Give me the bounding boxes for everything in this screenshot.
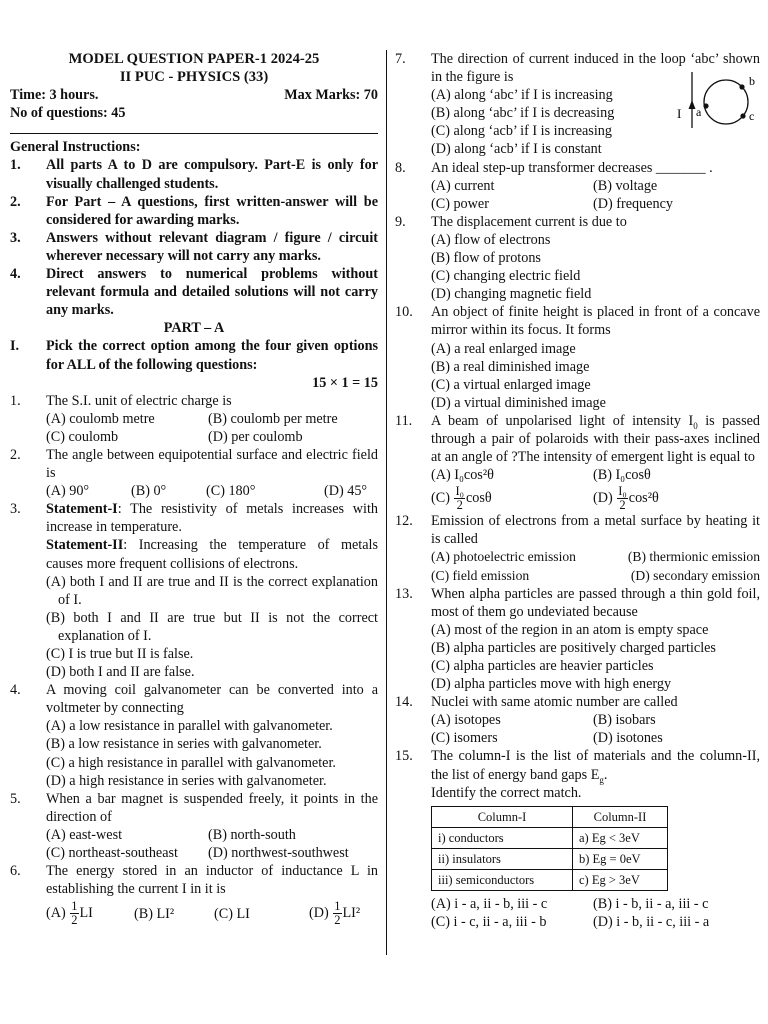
option-a (46, 900, 134, 927)
label-a: a (696, 105, 702, 119)
time-marks-row (10, 86, 378, 104)
question-5 (10, 790, 378, 862)
option-a: (A) photoelectric emission (431, 549, 576, 565)
option-d: (D) both I and II are false. (46, 664, 195, 681)
identify-text: Identify the correct match. (431, 784, 582, 801)
option-b: (B) alpha particles are positively charged particles (431, 639, 716, 656)
table-header-row (432, 806, 668, 827)
subscript: 0 (693, 420, 698, 431)
option-label: (D) (309, 905, 329, 922)
statement-1-label: Statement-I (46, 501, 118, 518)
option-a: (A) flow of electrons (431, 231, 551, 248)
table-row (432, 827, 668, 848)
question-8 (395, 159, 760, 213)
option-c: (C) changing electric field (431, 268, 581, 285)
question-num: 13. (395, 585, 413, 602)
subscript: g (599, 774, 604, 785)
option-c: (C) alpha particles are heavier particles (431, 658, 654, 674)
option-label: (D) (593, 490, 613, 507)
question-15 (395, 747, 760, 931)
statement-1-text: : The resistivity of metals increases with increase in temperature. (46, 501, 378, 536)
option-b: (B) thermionic emission (627, 549, 760, 565)
option-label: (C) (431, 490, 450, 507)
question-num: 5. (10, 790, 21, 807)
instruction-num: 1. (10, 157, 21, 174)
option-c: (C) I is true but II is false. (46, 646, 194, 662)
paper-subject: II PUC - PHYSICS (33) (119, 69, 269, 86)
question-text: The energy stored in an inductor of inductance L in establishing the current I in it is (46, 863, 378, 898)
question-text: The direction of current induced in the loop ‘abc’ shown in the figure is (431, 51, 760, 86)
question-num: 6. (10, 863, 21, 880)
instructions-heading: General Instructions: (10, 139, 141, 156)
option-c (431, 485, 593, 512)
statement-2-label: Statement-II (46, 537, 124, 554)
instruction-text: All parts A to D are compulsory. Part-E is only for visually challenged students. (46, 157, 378, 192)
question-num: 12. (395, 513, 413, 530)
option-b: (B) north-south (208, 826, 296, 843)
table-row (432, 848, 668, 869)
option-c: (C) 180° (206, 483, 256, 500)
instruction-text: For Part – A questions, first written-answer will be considered for awarding marks. (46, 193, 378, 228)
option-a: (A) i - a, ii - b, iii - c (431, 896, 548, 913)
table-cell: b) Eg = 0eV (573, 848, 668, 869)
option-d: (D) a virtual diminished image (431, 394, 606, 411)
option-d: (D) 45° (324, 483, 368, 500)
question-9 (395, 213, 760, 303)
option-b: (B) LI² (134, 905, 175, 922)
option-a: (A) along ‘abc’ if I is increasing (431, 87, 613, 104)
column-divider (386, 50, 387, 955)
option-c: (C) field emission (431, 567, 530, 583)
option-c: (C) northeast-southeast (46, 845, 178, 862)
option-c: (C) a virtual enlarged image (431, 376, 591, 393)
option-b: (B) 0° (131, 483, 167, 500)
instruction-3 (10, 229, 378, 265)
question-text-part: is passed through a pair of polaroids with their pass-axes inclined at an angle of ?The intensity of emergent light is equal to (431, 412, 760, 466)
instruction-num: 4. (10, 266, 21, 283)
question-text: An object of finite height is placed in front of a concave mirror within its focus. It forms (431, 304, 760, 339)
question-text: A moving coil galvanometer can be converted into a voltmeter by connecting (46, 682, 378, 717)
numerator: I₀ (618, 484, 627, 499)
part-a-heading: PART – A (163, 320, 225, 337)
time-label: Time: 3 hours. (10, 87, 99, 104)
option-d: (D) northwest-southwest (208, 845, 349, 862)
denominator: 2 (334, 913, 341, 928)
table-header: Column-II (573, 806, 668, 827)
question-num: 15. (395, 748, 413, 765)
point-b (739, 84, 744, 89)
question-text: When alpha particles are passed through a thin gold foil, most of them go undeviated because (431, 585, 760, 620)
question-text: When a bar magnet is suspended freely, it points in the direction of (46, 790, 378, 825)
match-table (431, 806, 668, 891)
part-a-marks: 15 × 1 = 15 (312, 374, 378, 391)
question-num: 14. (395, 694, 413, 711)
point-a (703, 103, 708, 108)
left-column (10, 50, 378, 927)
max-marks-label: Max Marks: 70 (284, 87, 378, 104)
option-a: (A) east-west (46, 826, 123, 843)
table-cell: ii) insulators (432, 848, 573, 869)
fraction (454, 485, 465, 512)
label-c: c (749, 109, 755, 123)
question-text-part: The column-I is the list of materials and the column-II, the list of energy band gaps E (431, 748, 760, 783)
instruction-2 (10, 193, 378, 229)
option-b: (B) coulomb per metre (208, 410, 338, 427)
option-c: (C) LI (214, 905, 250, 922)
option-value: cos²θ (628, 490, 659, 507)
denominator: 2 (456, 498, 463, 513)
question-4 (10, 681, 378, 790)
question-num: 9. (395, 213, 406, 230)
question-12 (395, 512, 760, 584)
question-num: 7. (395, 51, 406, 67)
question-num: 4. (10, 682, 21, 699)
statement-1 (46, 500, 378, 536)
current-label: I (677, 106, 682, 121)
option-b: (B) voltage (593, 177, 658, 194)
option-a: (A) isotopes (431, 712, 501, 729)
option-a: (A) coulomb metre (46, 410, 155, 427)
question-text: The angle between equipotential surface and electric field is (46, 446, 378, 482)
question-text-part: A beam of unpolarised light of intensity I (431, 412, 694, 429)
table-cell: iii) semiconductors (432, 870, 573, 891)
question-text: The S.I. unit of electric charge is (46, 392, 232, 409)
option-c: (C) along ‘acb’ if I is increasing (431, 123, 612, 140)
question-text (431, 747, 760, 783)
option-value: LI (79, 905, 93, 922)
option-d: (D) changing magnetic field (431, 286, 592, 303)
question-14 (395, 693, 760, 747)
fraction (70, 900, 78, 927)
header-rule (10, 133, 378, 134)
option-d: (D) a high resistance in series with galvanometer. (46, 772, 327, 789)
instruction-num: 3. (10, 229, 21, 246)
instruction-4 (10, 265, 378, 319)
section-text: Pick the correct option among the four given options for ALL of the following questions: (46, 338, 378, 373)
option-b: (B) along ‘abc’ if I is decreasing (431, 105, 615, 122)
right-column (395, 50, 760, 931)
numerator: 1 (71, 899, 78, 914)
loop-current-figure (648, 64, 758, 134)
statement-2-text: : Increasing the temperature of metals causes more frequent collisions of electrons. (46, 537, 378, 572)
option-c: (C) a high resistance in parallel with galvanometer. (46, 754, 336, 771)
option-d (593, 485, 760, 512)
instruction-1 (10, 156, 378, 192)
denominator: 2 (619, 498, 626, 513)
option-b: (B) a low resistance in series with galvanometer. (46, 736, 322, 753)
fraction (333, 900, 341, 927)
option-a: (A) both I and II are true and II is the correct explanation of I. (46, 573, 378, 608)
paper-title: MODEL QUESTION PAPER-1 2024-25 (68, 51, 320, 67)
question-1 (10, 392, 378, 446)
table-cell: a) Eg < 3eV (573, 827, 668, 848)
table-cell: c) Eg > 3eV (573, 870, 668, 891)
denominator: 2 (71, 913, 78, 928)
option-d: (D) secondary emission (630, 567, 760, 583)
question-num: 11. (395, 412, 413, 429)
option-label: (A) (46, 905, 66, 922)
option-c: (C) isomers (431, 730, 498, 747)
question-text: Nuclei with same atomic number are called (431, 694, 678, 711)
option-b: (B) isobars (593, 712, 656, 729)
instruction-text: Answers without relevant diagram / figure / circuit wherever necessary will not carry any marks. (46, 229, 378, 264)
question-num: 2. (10, 446, 21, 463)
table-row (432, 870, 668, 891)
option-value: cosθ (466, 490, 492, 507)
table-header: Column-I (432, 806, 573, 827)
option-b: (B) I₀cosθ (593, 467, 651, 484)
table-cell: i) conductors (432, 827, 573, 848)
question-text: The displacement current is due to (431, 213, 627, 230)
numerator: 1 (334, 899, 341, 914)
point-c (740, 113, 745, 118)
option-d: (D) along ‘acb’ if I is constant (431, 141, 602, 158)
option-d (309, 900, 378, 927)
option-d: (D) i - b, ii - c, iii - a (593, 914, 710, 931)
question-num: 1. (10, 392, 21, 409)
option-d: (D) per coulomb (208, 428, 303, 445)
option-a: (A) I₀cos²θ (431, 467, 494, 484)
question-num: 8. (395, 159, 406, 176)
question-text-part: . (603, 766, 608, 783)
option-a: (A) 90° (46, 483, 90, 500)
option-c: (C) i - c, ii - a, iii - b (431, 914, 547, 931)
option-b: (B) a real diminished image (431, 358, 590, 375)
instruction-num: 2. (10, 193, 21, 210)
option-c: (C) coulomb (46, 428, 119, 445)
question-num: 3. (10, 501, 21, 518)
option-b: (B) both I and II are true but II is not the correct explanation of I. (46, 609, 378, 644)
label-b: b (749, 74, 755, 88)
current-arrow (689, 100, 696, 109)
section-num: I. (10, 338, 20, 355)
question-text: An ideal step-up transformer decreases _______ . (431, 159, 713, 176)
part-a-section (10, 337, 378, 373)
option-a: (A) a real enlarged image (431, 340, 576, 357)
option-a: (A) most of the region in an atom is empty space (431, 621, 709, 638)
fraction (617, 485, 628, 512)
question-10 (395, 303, 760, 412)
option-b: (B) i - b, ii - a, iii - c (593, 896, 709, 913)
numerator: I₀ (455, 484, 464, 499)
instruction-text: Direct answers to numerical problems without relevant formula and detailed solutions will not carry any marks. (46, 266, 378, 319)
question-text: Emission of electrons from a metal surface by heating it is called (431, 513, 760, 548)
option-d: (D) alpha particles move with high energy (431, 676, 672, 693)
option-b: (B) flow of protons (431, 250, 541, 267)
statement-2 (46, 536, 378, 572)
question-text (431, 412, 760, 466)
question-num: 10. (395, 304, 413, 321)
question-13 (395, 585, 760, 694)
option-a: (A) current (431, 177, 495, 194)
num-questions-label: No of questions: 45 (10, 105, 126, 122)
option-a: (A) a low resistance in parallel with galvanometer. (46, 718, 333, 735)
question-2 (10, 446, 378, 500)
option-d: (D) isotones (593, 730, 663, 747)
option-value: LI² (342, 905, 361, 922)
question-6 (10, 862, 378, 927)
question-11 (395, 412, 760, 512)
option-c: (C) power (431, 195, 489, 212)
question-7 (395, 50, 760, 159)
question-3 (10, 500, 378, 681)
option-d: (D) frequency (593, 195, 673, 212)
